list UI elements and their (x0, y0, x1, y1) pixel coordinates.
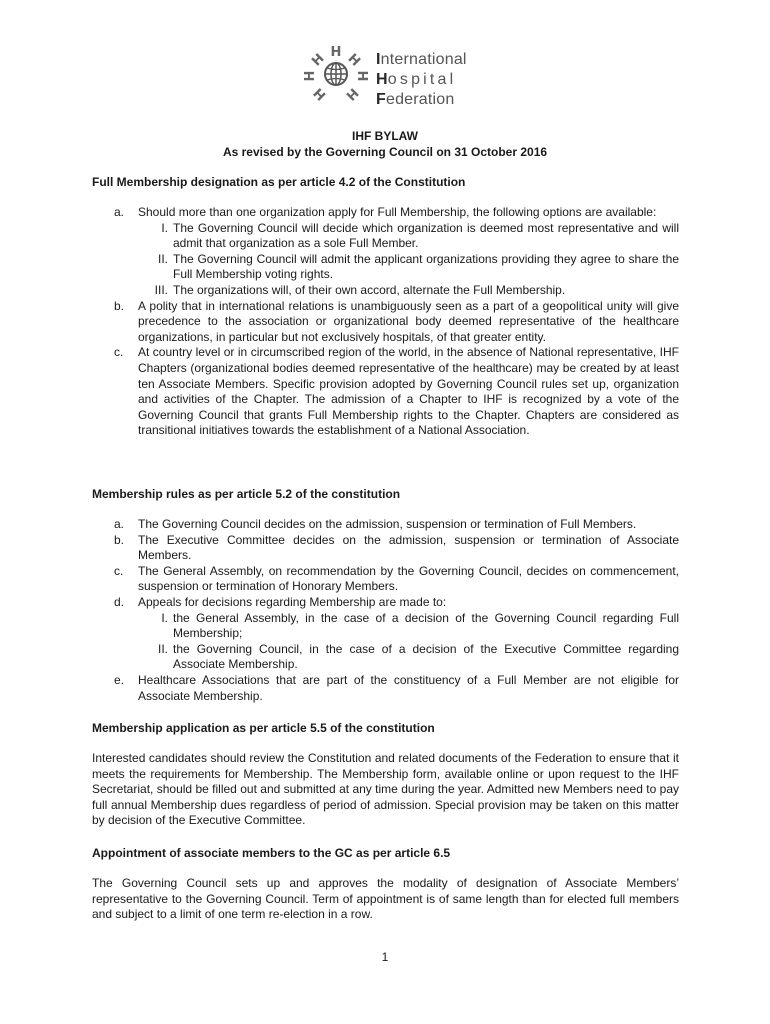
sub-list-item (92, 283, 679, 299)
sub-list-item (92, 252, 679, 283)
list-marker: b. (114, 298, 125, 313)
list-item-text: the Governing Council, in the case of a decision of the Executive Committee regarding Associate Membership. (173, 641, 679, 672)
list-item-text: Appeals for decisions regarding Membership are made to: (138, 594, 447, 609)
svg-text:H: H (309, 51, 328, 70)
logo-word: ederation (385, 91, 455, 108)
list-item (92, 517, 679, 533)
list-item-text: Healthcare Associations that are part of the constituency of a Full Member are not eligible for Associate Membership. (138, 672, 679, 703)
section-paragraph: Interested candidates should review the Constitution and related documents of the Federation to ensure that it meets the requirements for Membership. The Membership form, available online or upon request to the IHF Secretariat, should be filled out and submitted at any time during the year. Admitted new Members need to pay full annual Membership dues regardless of period of admission. Special provision may be taken on this matter by decision of the Executive Committee. (92, 751, 679, 828)
list-marker: e. (114, 672, 125, 687)
list-item-text: Should more than one organization apply for Full Membership, the following options are available: (138, 205, 657, 219)
logo-initial: F (376, 91, 386, 108)
logo-initial: I (376, 51, 381, 68)
list-marker: a. (114, 517, 125, 531)
section-heading: Membership rules as per article 5.2 of the constitution (92, 487, 401, 501)
sub-list-item (92, 221, 679, 252)
list-item-text: At country level or in circumscribed region of the world, in the absence of National representative, IHF Chapters (organizational bodies deemed representative of the healthcare) may be created by at least ten Associate Members. Specific provision adopted by Governing Council rules set up, organization and activities of the Chapter. The admission of a Chapter to IHF is recognized by a vote of the Governing Council that grants Full Membership rights to the Chapter. Chapters are considered as transitional initiatives towards the establishment of a National Association. (138, 345, 679, 438)
logo-initial: H (376, 71, 388, 88)
list-item-text: The organizations will, of their own accord, alternate the Full Membership. (173, 282, 566, 297)
list-marker: c. (114, 345, 124, 360)
list-item (92, 564, 679, 595)
list-marker: c. (114, 563, 124, 578)
section1-list (92, 205, 679, 439)
ihf-logo (298, 44, 498, 108)
ihf-wordmark (376, 50, 467, 110)
svg-text:H: H (303, 70, 318, 82)
svg-text:H: H (342, 84, 361, 103)
list-item-text: The Governing Council decides on the admission, suspension or termination of Full Members. (138, 517, 637, 531)
svg-text:H: H (330, 45, 342, 60)
section-heading: Membership application as per article 5.5 of the constitution (92, 721, 435, 735)
section-heading: Full Membership designation as per article 4.2 of the Constitution (92, 175, 466, 189)
list-item-text: The General Assembly, on recommendation by the Governing Council, decides on commencement, suspension or termination of Honorary Members. (138, 563, 679, 594)
logo-word: ospital (387, 71, 457, 88)
list-item-text: The Governing Council will decide which organization is deemed most representative and will admit that organization as a sole Full Member. (173, 220, 679, 251)
list-item-text: The Executive Committee decides on the admission, suspension or termination of Associate Members. (138, 532, 679, 563)
list-item (92, 299, 679, 346)
list-marker: a. (114, 205, 125, 219)
list-item-text: A polity that in international relations is unambiguously seen as a part of a geopolitical unity will give precedence to the association or organizational body deemed representative of the healthcare organizations, in particular but not exclusively hospitals, of that greater entity. (138, 298, 679, 344)
list-marker: I. (161, 220, 168, 235)
page-number: 1 (381, 950, 389, 964)
document-subtitle: As revised by the Governing Council on 31 October 2016 (222, 145, 548, 159)
list-marker: I. (161, 610, 168, 625)
list-item (92, 595, 679, 611)
section-paragraph: The Governing Council sets up and approves the modality of designation of Associate Members’ representative to the Governing Council. Term of appointment is of same length than for elected full members and subject to a limit of one term re-election in a row. (92, 876, 679, 922)
list-item-text: The Governing Council will admit the applicant organizations providing they agree to share the Full Membership voting rights. (173, 251, 679, 282)
list-item-text: the General Assembly, in the case of a decision of the Governing Council regarding Full Membership; (173, 610, 679, 641)
list-item (92, 673, 679, 704)
document-title: IHF BYLAW (352, 129, 418, 143)
list-marker: II. (157, 641, 168, 656)
list-item (92, 345, 679, 439)
list-item (92, 205, 679, 221)
list-marker: d. (114, 594, 125, 609)
logo-word: nternational (380, 51, 467, 68)
svg-text:H: H (311, 84, 330, 103)
section-heading: Appointment of associate members to the GC as per article 6.5 (92, 846, 451, 860)
list-marker: III. (154, 282, 168, 297)
ihf-globe-emblem-icon (298, 44, 374, 108)
svg-text:H: H (344, 51, 363, 70)
sub-list-item (92, 642, 679, 673)
list-marker: b. (114, 532, 125, 547)
list-item (92, 533, 679, 564)
svg-text:H: H (354, 70, 369, 82)
section2-list (92, 517, 679, 704)
list-marker: II. (157, 251, 168, 266)
sub-list-item (92, 611, 679, 642)
